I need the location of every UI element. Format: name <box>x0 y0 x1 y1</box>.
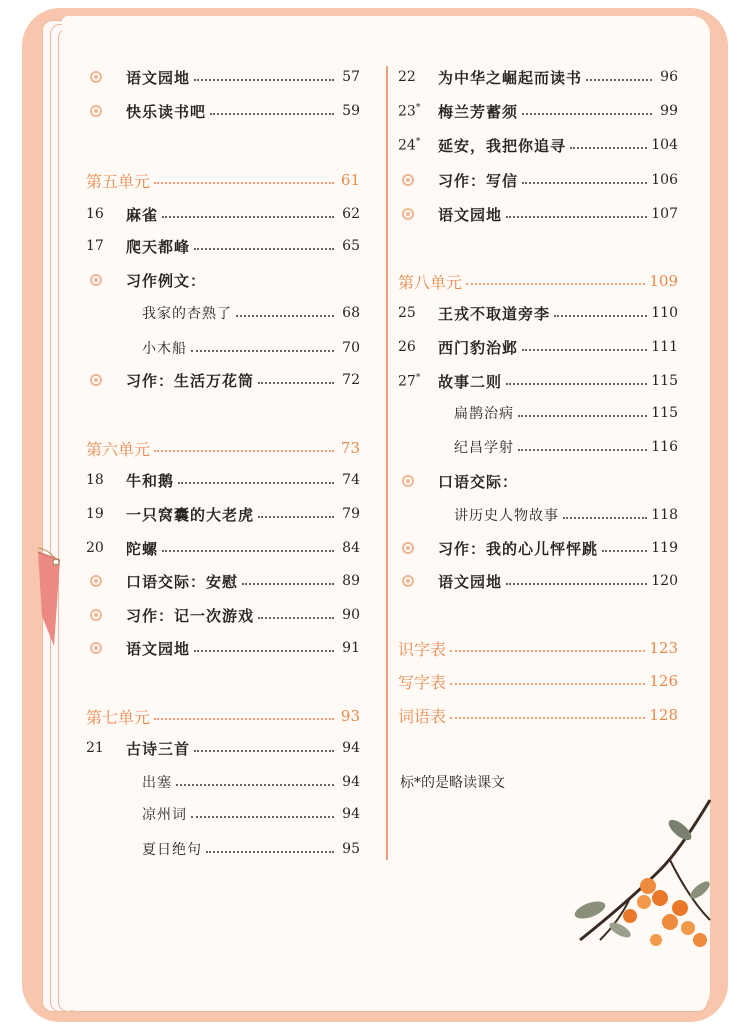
entry-title: 第七单元 <box>86 707 151 727</box>
dot-leader <box>506 216 647 218</box>
page-number: 116 <box>651 439 678 455</box>
toc-entry[interactable] <box>398 131 678 159</box>
page-number: 115 <box>651 373 678 389</box>
page-number: 68 <box>342 305 360 321</box>
entry-title: 陀螺 <box>126 539 159 558</box>
entry-title: 语文园地 <box>438 572 503 591</box>
page-number: 73 <box>340 439 360 457</box>
page-number: 99 <box>660 103 678 119</box>
dot-leader <box>554 315 647 317</box>
lesson-number: 23* <box>398 102 421 120</box>
circle-bullet-icon <box>402 542 414 554</box>
dot-leader <box>522 349 647 351</box>
dot-leader <box>210 113 334 115</box>
entry-title: 爬天都峰 <box>126 237 191 256</box>
circle-bullet-icon <box>90 609 102 621</box>
dot-leader <box>162 216 334 218</box>
page-number: 93 <box>340 707 360 725</box>
entry-title: 纪昌学射 <box>454 440 514 456</box>
circle-bullet-icon <box>402 174 414 186</box>
page-number: 90 <box>342 607 360 623</box>
page-number: 96 <box>660 69 678 85</box>
toc-entry[interactable] <box>86 567 360 595</box>
page-number: 57 <box>342 69 360 85</box>
toc-entry[interactable] <box>398 63 678 91</box>
circle-bullet-icon <box>90 374 102 386</box>
persimmon-branch-illustration <box>560 790 720 1020</box>
bookmark-tag-icon <box>30 546 70 656</box>
toc-entry[interactable] <box>398 534 678 562</box>
dot-leader <box>242 583 334 585</box>
toc-subentry[interactable] <box>142 334 360 362</box>
toc-subentry[interactable] <box>142 800 360 828</box>
dot-leader <box>194 79 334 81</box>
page-number: 123 <box>649 639 678 657</box>
toc-entry[interactable] <box>398 299 678 327</box>
toc-entry[interactable] <box>86 200 360 228</box>
toc-unit-heading[interactable] <box>398 701 678 729</box>
dot-leader <box>506 383 647 385</box>
circle-bullet-icon <box>402 208 414 220</box>
page-number: 120 <box>651 573 678 589</box>
column-divider <box>386 66 388 860</box>
toc-entry[interactable] <box>86 534 360 562</box>
entry-title: 语文园地 <box>438 205 503 224</box>
toc-entry[interactable] <box>86 634 360 662</box>
entry-title: 出塞 <box>142 775 172 791</box>
dot-leader <box>518 449 647 451</box>
entry-title: 麻雀 <box>126 205 159 224</box>
entry-title: 习作：我的心儿怦怦跳 <box>438 539 599 558</box>
dot-leader <box>586 79 652 81</box>
page-number: 118 <box>651 507 678 523</box>
toc-subentry[interactable] <box>454 399 678 427</box>
toc-entry[interactable] <box>398 200 678 228</box>
page-number: 91 <box>342 640 360 656</box>
entry-title: 习作例文： <box>126 271 207 290</box>
dot-leader <box>258 516 334 518</box>
lesson-number: 24* <box>398 136 421 154</box>
dot-leader <box>450 650 645 652</box>
entry-title: 古诗三首 <box>126 739 191 758</box>
toc-subentry[interactable] <box>142 768 360 796</box>
page-number: 94 <box>342 774 360 790</box>
toc-entry[interactable] <box>398 333 678 361</box>
entry-title: 牛和鹅 <box>126 471 175 490</box>
circle-bullet-icon <box>402 475 414 487</box>
dot-leader <box>450 683 645 685</box>
toc-entry[interactable] <box>86 466 360 494</box>
entry-title: 故事二则 <box>438 372 503 391</box>
entry-title: 一只窝囊的大老虎 <box>126 505 255 524</box>
page-number: 104 <box>651 137 678 153</box>
toc-unit-heading[interactable] <box>86 166 360 194</box>
lesson-number: 20 <box>86 540 104 556</box>
entry-title: 王戎不取道旁李 <box>438 304 551 323</box>
page-number: 70 <box>342 340 360 356</box>
entry-title: 语文园地 <box>126 68 191 87</box>
entry-title: 夏日绝句 <box>142 842 202 858</box>
entry-title: 第五单元 <box>86 171 151 191</box>
dot-leader <box>258 382 334 384</box>
toc-unit-heading[interactable] <box>398 667 678 695</box>
dot-leader <box>176 784 334 786</box>
page-number: 74 <box>342 472 360 488</box>
toc-subentry[interactable] <box>142 835 360 863</box>
page-number: 128 <box>649 706 678 724</box>
page-number: 94 <box>342 740 360 756</box>
toc-entry[interactable] <box>86 97 360 125</box>
page-number: 84 <box>342 540 360 556</box>
circle-bullet-icon <box>90 71 102 83</box>
entry-title: 为中华之崛起而读书 <box>438 68 583 87</box>
dot-leader <box>194 650 334 652</box>
circle-bullet-icon <box>90 105 102 117</box>
toc-subentry[interactable] <box>454 433 678 461</box>
entry-title: 习作：记一次游戏 <box>126 606 255 625</box>
toc-entry[interactable] <box>86 63 360 91</box>
dot-leader <box>154 182 334 184</box>
toc-unit-heading[interactable] <box>398 267 678 295</box>
footnote: 标*的是略读课文 <box>400 775 505 791</box>
dot-leader <box>570 147 647 149</box>
lesson-number: 27* <box>398 372 421 390</box>
circle-bullet-icon <box>90 642 102 654</box>
entry-title: 口语交际：安慰 <box>126 572 239 591</box>
dot-leader <box>466 283 645 285</box>
toc-entry[interactable] <box>398 567 678 595</box>
dot-leader <box>563 517 647 519</box>
page-number: 109 <box>649 272 678 290</box>
dot-leader <box>206 851 334 853</box>
dot-leader <box>178 482 334 484</box>
toc-subentry[interactable] <box>454 501 678 529</box>
circle-bullet-icon <box>402 575 414 587</box>
toc-entry[interactable] <box>86 734 360 762</box>
toc-entry[interactable] <box>86 500 360 528</box>
page-number: 107 <box>651 206 678 222</box>
entry-title: 我家的杏熟了 <box>142 306 232 322</box>
dot-leader <box>154 718 334 720</box>
dot-leader <box>191 350 334 352</box>
toc-entry[interactable] <box>398 166 678 194</box>
dot-leader <box>162 550 334 552</box>
entry-title: 词语表 <box>398 706 447 726</box>
entry-title: 习作：写信 <box>438 171 519 190</box>
toc-entry[interactable] <box>86 232 360 260</box>
entry-title: 小木船 <box>142 341 187 357</box>
dot-leader <box>450 717 645 719</box>
lesson-number: 25 <box>398 305 416 321</box>
lesson-number: 17 <box>86 238 104 254</box>
page-number: 61 <box>340 171 360 189</box>
page-number: 79 <box>342 506 360 522</box>
page-number: 62 <box>342 206 360 222</box>
dot-leader <box>194 248 334 250</box>
lesson-number: 16 <box>86 206 104 222</box>
entry-title: 语文园地 <box>126 639 191 658</box>
toc-entry[interactable] <box>398 467 678 495</box>
toc-entry[interactable] <box>398 97 678 125</box>
page-number: 94 <box>342 806 360 822</box>
dot-leader <box>191 816 334 818</box>
toc-entry[interactable] <box>398 367 678 395</box>
page-number: 119 <box>651 540 678 556</box>
lesson-number: 18 <box>86 472 104 488</box>
lesson-number: 22 <box>398 69 416 85</box>
page-number: 115 <box>651 405 678 421</box>
dot-leader <box>518 415 647 417</box>
entry-title: 扁鹊治病 <box>454 406 514 422</box>
dot-leader <box>236 315 334 317</box>
dot-leader <box>522 182 647 184</box>
entry-title: 写字表 <box>398 672 447 692</box>
entry-title: 快乐读书吧 <box>126 102 207 121</box>
entry-title: 延安，我把你追寻 <box>438 136 567 155</box>
toc-unit-heading[interactable] <box>86 434 360 462</box>
toc-entry[interactable] <box>86 366 360 394</box>
entry-title: 第六单元 <box>86 439 151 459</box>
dot-leader <box>194 750 334 752</box>
toc-unit-heading[interactable] <box>398 634 678 662</box>
entry-title: 口语交际： <box>438 472 519 491</box>
entry-title: 识字表 <box>398 639 447 659</box>
lesson-number: 19 <box>86 506 104 522</box>
page-number: 72 <box>342 372 360 388</box>
toc-entry[interactable] <box>86 601 360 629</box>
circle-bullet-icon <box>90 575 102 587</box>
entry-title: 第八单元 <box>398 272 463 292</box>
page-number: 111 <box>651 339 678 355</box>
page-number: 95 <box>342 841 360 857</box>
entry-title: 习作：生活万花筒 <box>126 371 255 390</box>
dot-leader <box>602 550 647 552</box>
lesson-number: 26 <box>398 339 416 355</box>
toc-subentry[interactable] <box>142 299 360 327</box>
entry-title: 西门豹治邺 <box>438 338 519 357</box>
dot-leader <box>258 617 334 619</box>
dot-leader <box>506 583 647 585</box>
dot-leader <box>522 113 652 115</box>
page-number: 126 <box>649 672 678 690</box>
circle-bullet-icon <box>90 274 102 286</box>
entry-title: 梅兰芳蓄须 <box>438 102 519 121</box>
page-number: 106 <box>651 172 678 188</box>
lesson-number: 21 <box>86 740 104 756</box>
page-number: 89 <box>342 573 360 589</box>
entry-title: 讲历史人物故事 <box>454 508 559 524</box>
entry-title: 凉州词 <box>142 807 187 823</box>
toc-unit-heading[interactable] <box>86 702 360 730</box>
toc-entry[interactable] <box>86 266 360 294</box>
page-number: 59 <box>342 103 360 119</box>
page-number: 110 <box>651 305 678 321</box>
dot-leader <box>154 450 334 452</box>
page-number: 65 <box>342 238 360 254</box>
